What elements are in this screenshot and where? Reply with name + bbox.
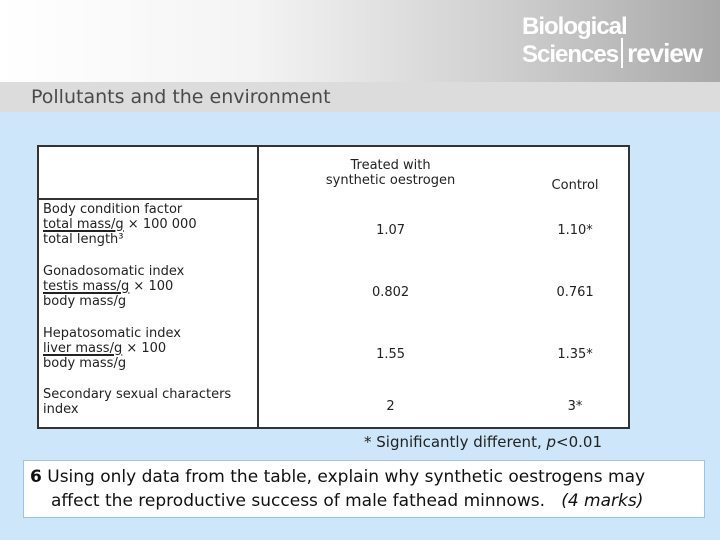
table-row	[38, 261, 629, 279]
formula-denominator: body mass/g	[43, 356, 127, 371]
question-number: 6	[30, 467, 42, 487]
header-treated	[258, 146, 522, 199]
row-name: Gonadosomatic index	[38, 261, 258, 279]
question-line1: Using only data from the table, explain why synthetic oestrogens may	[47, 467, 646, 487]
header-banner	[0, 0, 720, 82]
question-line2: affect the reproductive success of male fathead minnows.	[51, 491, 545, 511]
row-formula	[38, 279, 258, 323]
row-name: Hepatosomatic index	[38, 323, 258, 341]
header-treated-line1: Treated with	[350, 158, 431, 173]
treated-value: 0.802	[371, 284, 410, 300]
treated-value: 1.55	[376, 346, 406, 362]
title-bar	[0, 82, 720, 112]
treated-value: 1.07	[376, 222, 406, 238]
formula-numerator: total mass/g	[43, 217, 124, 232]
formula-multiplier: × 100	[129, 279, 174, 294]
control-value: 1.35*	[557, 346, 593, 362]
row-formula	[38, 217, 258, 261]
data-table	[37, 145, 630, 429]
brand-line3: review	[621, 38, 702, 68]
table-header-row	[38, 146, 629, 199]
control-value: 3*	[567, 398, 583, 414]
note-p: p	[546, 433, 557, 451]
formula-numerator: testis mass/g	[43, 279, 130, 294]
row-name	[38, 385, 258, 428]
note-suffix: <0.01	[556, 433, 602, 451]
row-formula	[38, 341, 258, 385]
header-empty-cell	[38, 146, 258, 199]
formula-denominator: total length³	[43, 232, 124, 247]
brand-line2: Sciences	[522, 41, 619, 68]
question-marks: (4 marks)	[561, 491, 644, 511]
row-name-line2: index	[43, 402, 79, 417]
header-control	[522, 146, 629, 199]
formula-numerator: liver mass/g	[43, 341, 123, 356]
formula-denominator: body mass/g	[43, 294, 127, 309]
control-value: 0.761	[556, 284, 594, 300]
table-row	[38, 323, 629, 341]
treated-value: 2	[386, 398, 395, 414]
control-value: 1.10*	[557, 222, 593, 238]
brand-logo	[522, 15, 702, 67]
formula-multiplier: × 100 000	[123, 217, 197, 232]
brand-line1: Biological	[522, 13, 627, 40]
question-box	[23, 460, 705, 518]
significance-note	[364, 433, 602, 451]
header-treated-line2: synthetic oestrogen	[325, 173, 456, 188]
table-row	[38, 385, 629, 428]
note-prefix: * Significantly different,	[364, 433, 547, 451]
row-name: Body condition factor	[38, 199, 258, 217]
header-control-label: Control	[551, 178, 599, 193]
row-name-line1: Secondary sexual characters	[43, 387, 232, 402]
page-title: Pollutants and the environment	[31, 86, 331, 108]
formula-multiplier: × 100	[122, 341, 167, 356]
table-row	[38, 199, 629, 217]
